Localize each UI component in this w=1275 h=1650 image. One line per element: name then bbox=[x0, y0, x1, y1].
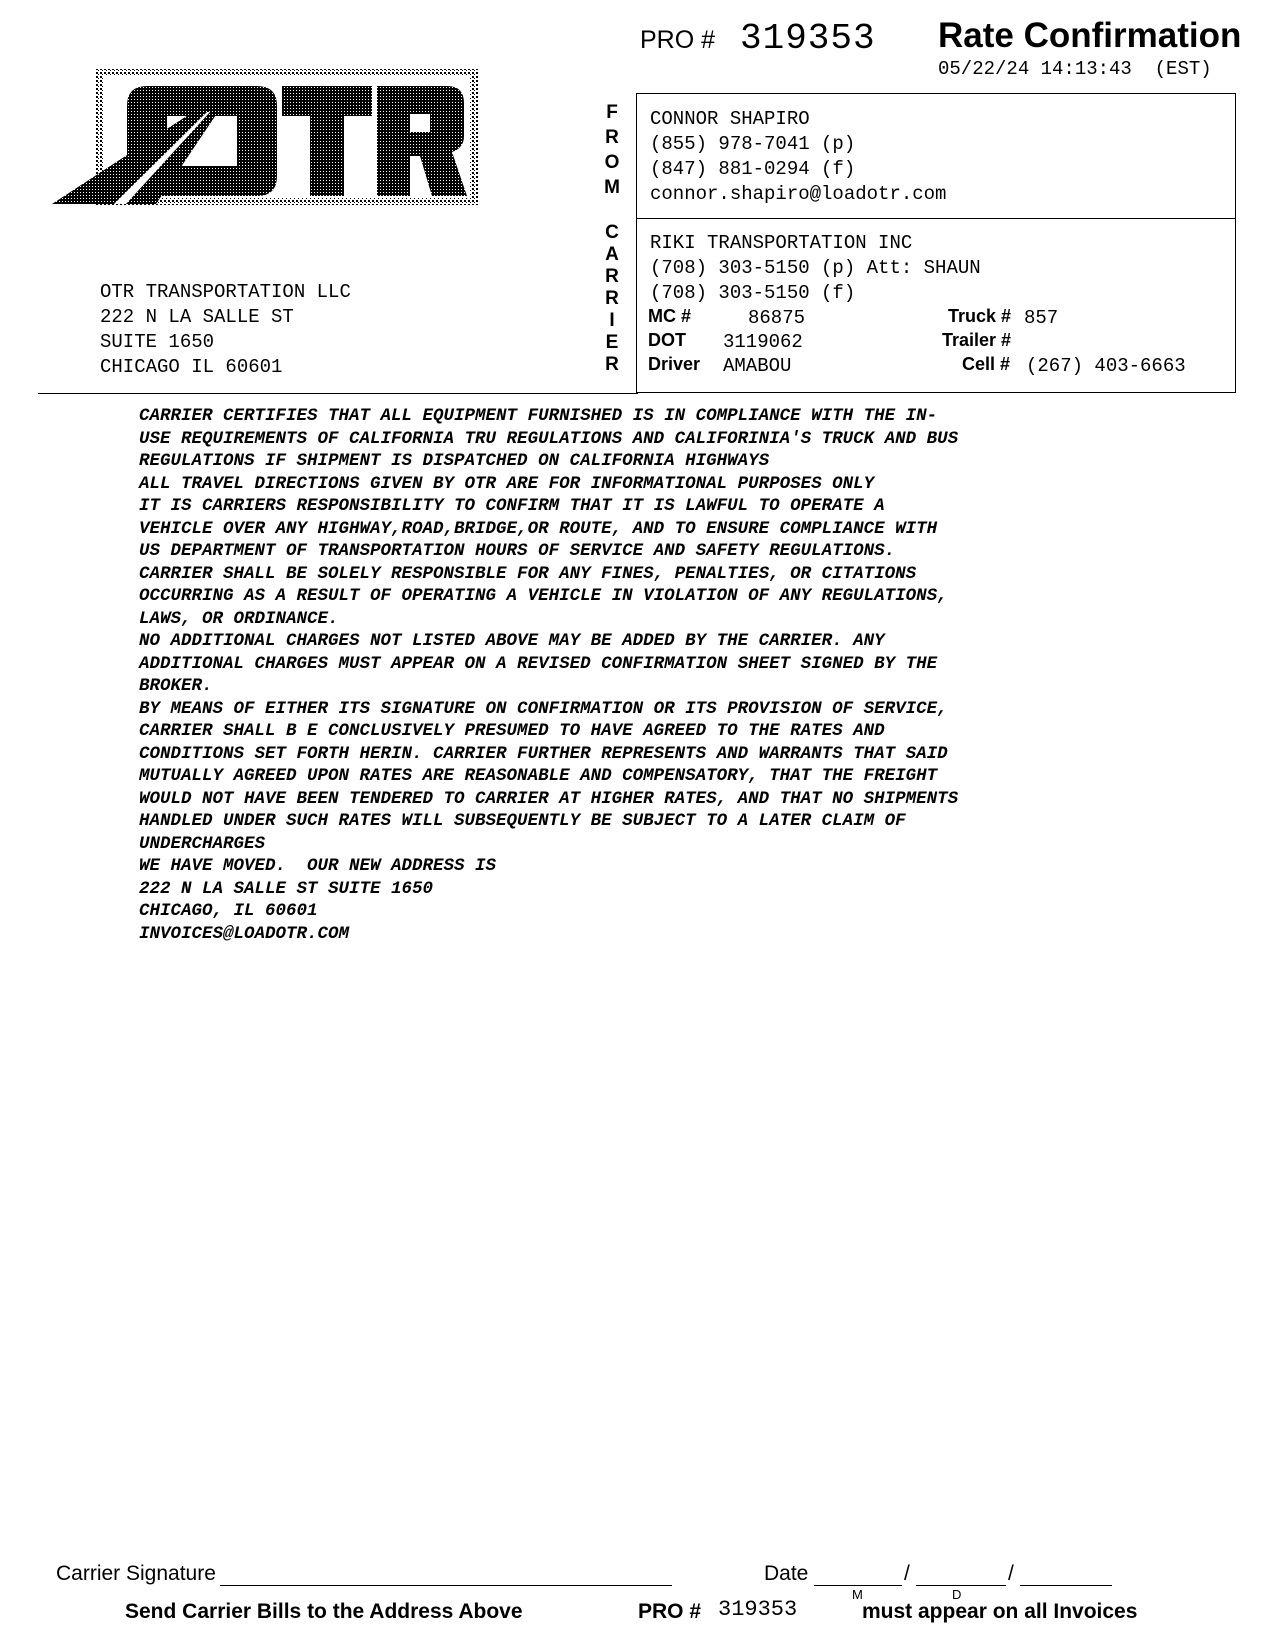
date-day-line[interactable] bbox=[916, 1585, 1006, 1586]
pro-number: 319353 bbox=[740, 18, 876, 59]
terms-line: HANDLED UNDER SUCH RATES WILL SUBSEQUENTLY BE SUBJECT TO A LATER CLAIM OF bbox=[139, 811, 906, 831]
terms-text bbox=[139, 405, 958, 945]
dot-label: DOT bbox=[648, 330, 686, 350]
carrier-vertical-label: C A R R I E R bbox=[605, 222, 619, 375]
day-hint: D bbox=[952, 1587, 962, 1602]
document-title: Rate Confirmation bbox=[938, 16, 1242, 55]
carrier-section bbox=[650, 231, 981, 306]
terms-line: CARRIER SHALL B E CONCLUSIVELY PRESUMED TO HAVE AGREED TO THE RATES AND bbox=[139, 721, 885, 741]
company-suite: SUITE 1650 bbox=[100, 331, 215, 353]
mc-label: MC # bbox=[648, 306, 692, 326]
footer-pro-number: 319353 bbox=[718, 1597, 798, 1622]
cell-value: (267) 403-6663 bbox=[1026, 355, 1186, 377]
company-street: 222 N LA SALLE ST bbox=[100, 306, 294, 328]
date-month-line[interactable] bbox=[814, 1585, 902, 1586]
terms-line: MUTUALLY AGREED UPON RATES ARE REASONABLE AND COMPENSATORY, THAT THE FREIGHT bbox=[139, 766, 938, 786]
month-hint: M bbox=[852, 1587, 863, 1602]
date-year-line[interactable] bbox=[1020, 1585, 1112, 1586]
date-separator: / bbox=[1008, 1562, 1014, 1585]
mc-value: 86875 bbox=[748, 307, 806, 329]
terms-line: ALL TRAVEL DIRECTIONS GIVEN BY OTR ARE FOR INFORMATIONAL PURPOSES ONLY bbox=[139, 473, 875, 494]
from-phone: (855) 978-7041 (p) bbox=[650, 133, 856, 155]
date-label: Date bbox=[764, 1562, 809, 1585]
terms-line: VEHICLE OVER ANY HIGHWAY,ROAD,BRIDGE,OR ROUTE, AND TO ENSURE COMPLIANCE WITH bbox=[139, 518, 938, 539]
signature-label: Carrier Signature bbox=[56, 1562, 216, 1585]
footer-pro-label: PRO # bbox=[638, 1600, 702, 1623]
must-appear-text: must appear on all Invoices bbox=[862, 1600, 1138, 1623]
terms-line: IT IS CARRIERS RESPONSIBILITY TO CONFIRM THAT IT IS LAWFUL TO OPERATE A bbox=[139, 496, 885, 516]
from-fax: (847) 881-0294 (f) bbox=[650, 158, 856, 180]
carrier-phone: (708) 303-5150 (p) Att: SHAUN bbox=[650, 257, 981, 279]
cell-label: Cell # bbox=[962, 354, 1011, 374]
terms-line: BY MEANS OF EITHER ITS SIGNATURE ON CONFIRMATION OR ITS PROVISION OF SERVICE, bbox=[139, 698, 948, 719]
terms-line: UNDERCHARGES bbox=[139, 833, 266, 854]
trailer-label: Trailer # bbox=[942, 330, 1012, 350]
terms-line: CARRIER CERTIFIES THAT ALL EQUIPMENT FURNISHED IS IN COMPLIANCE WITH THE IN- bbox=[139, 406, 938, 426]
signature-line[interactable] bbox=[220, 1585, 672, 1586]
company-address bbox=[100, 280, 351, 380]
carrier-name: RIKI TRANSPORTATION INC bbox=[650, 232, 913, 254]
terms-line: USE REQUIREMENTS OF CALIFORNIA TRU REGULATIONS AND CALIFORINIA'S TRUCK AND BUS bbox=[139, 428, 959, 449]
terms-line: ADDITIONAL CHARGES MUST APPEAR ON A REVISED CONFIRMATION SHEET SIGNED BY THE bbox=[139, 653, 938, 674]
terms-line: BROKER. bbox=[139, 676, 213, 696]
terms-line: US DEPARTMENT OF TRANSPORTATION HOURS OF SERVICE AND SAFETY REGULATIONS. bbox=[139, 541, 896, 561]
terms-line: 222 N LA SALLE ST SUITE 1650 bbox=[139, 878, 434, 899]
contact-divider bbox=[636, 218, 1236, 219]
otr-logo-icon bbox=[52, 68, 502, 220]
company-name: OTR TRANSPORTATION LLC bbox=[100, 281, 351, 303]
pro-label: PRO # bbox=[640, 26, 716, 54]
date-separator: / bbox=[904, 1562, 910, 1585]
document-datetime: 05/22/24 14:13:43 (EST) bbox=[938, 58, 1212, 80]
company-city: CHICAGO IL 60601 bbox=[100, 356, 283, 378]
send-bills-text: Send Carrier Bills to the Address Above bbox=[125, 1600, 523, 1623]
truck-label: Truck # bbox=[948, 306, 1012, 326]
terms-line: CARRIER SHALL BE SOLELY RESPONSIBLE FOR ANY FINES, PENALTIES, OR CITATIONS bbox=[139, 563, 917, 584]
terms-line: CONDITIONS SET FORTH HERIN. CARRIER FURTHER REPRESENTS AND WARRANTS THAT SAID bbox=[139, 743, 948, 764]
driver-value: AMABOU bbox=[723, 355, 792, 377]
from-email[interactable]: connor.shapiro@loadotr.com bbox=[650, 183, 947, 205]
from-vertical-label: F R O M bbox=[604, 102, 620, 198]
terms-line: INVOICES@LOADOTR.COM bbox=[139, 923, 350, 944]
from-name: CONNOR SHAPIRO bbox=[650, 108, 810, 130]
terms-line: LAWS, OR ORDINANCE. bbox=[139, 608, 339, 629]
header-rule bbox=[38, 393, 638, 394]
truck-value: 857 bbox=[1024, 307, 1059, 329]
terms-line: WE HAVE MOVED. OUR NEW ADDRESS IS bbox=[139, 856, 497, 876]
driver-label: Driver bbox=[648, 354, 701, 374]
terms-line: WOULD NOT HAVE BEEN TENDERED TO CARRIER AT HIGHER RATES, AND THAT NO SHIPMENTS bbox=[139, 788, 959, 809]
from-section bbox=[650, 107, 946, 207]
terms-line: CHICAGO, IL 60601 bbox=[139, 901, 318, 921]
terms-line: OCCURRING AS A RESULT OF OPERATING A VEHICLE IN VIOLATION OF ANY REGULATIONS, bbox=[139, 586, 948, 606]
dot-value: 3119062 bbox=[723, 331, 803, 353]
terms-line: NO ADDITIONAL CHARGES NOT LISTED ABOVE MAY BE ADDED BY THE CARRIER. ANY bbox=[139, 631, 885, 651]
terms-line: REGULATIONS IF SHIPMENT IS DISPATCHED ON CALIFORNIA HIGHWAYS bbox=[139, 451, 770, 471]
carrier-fax: (708) 303-5150 (f) bbox=[650, 282, 856, 304]
